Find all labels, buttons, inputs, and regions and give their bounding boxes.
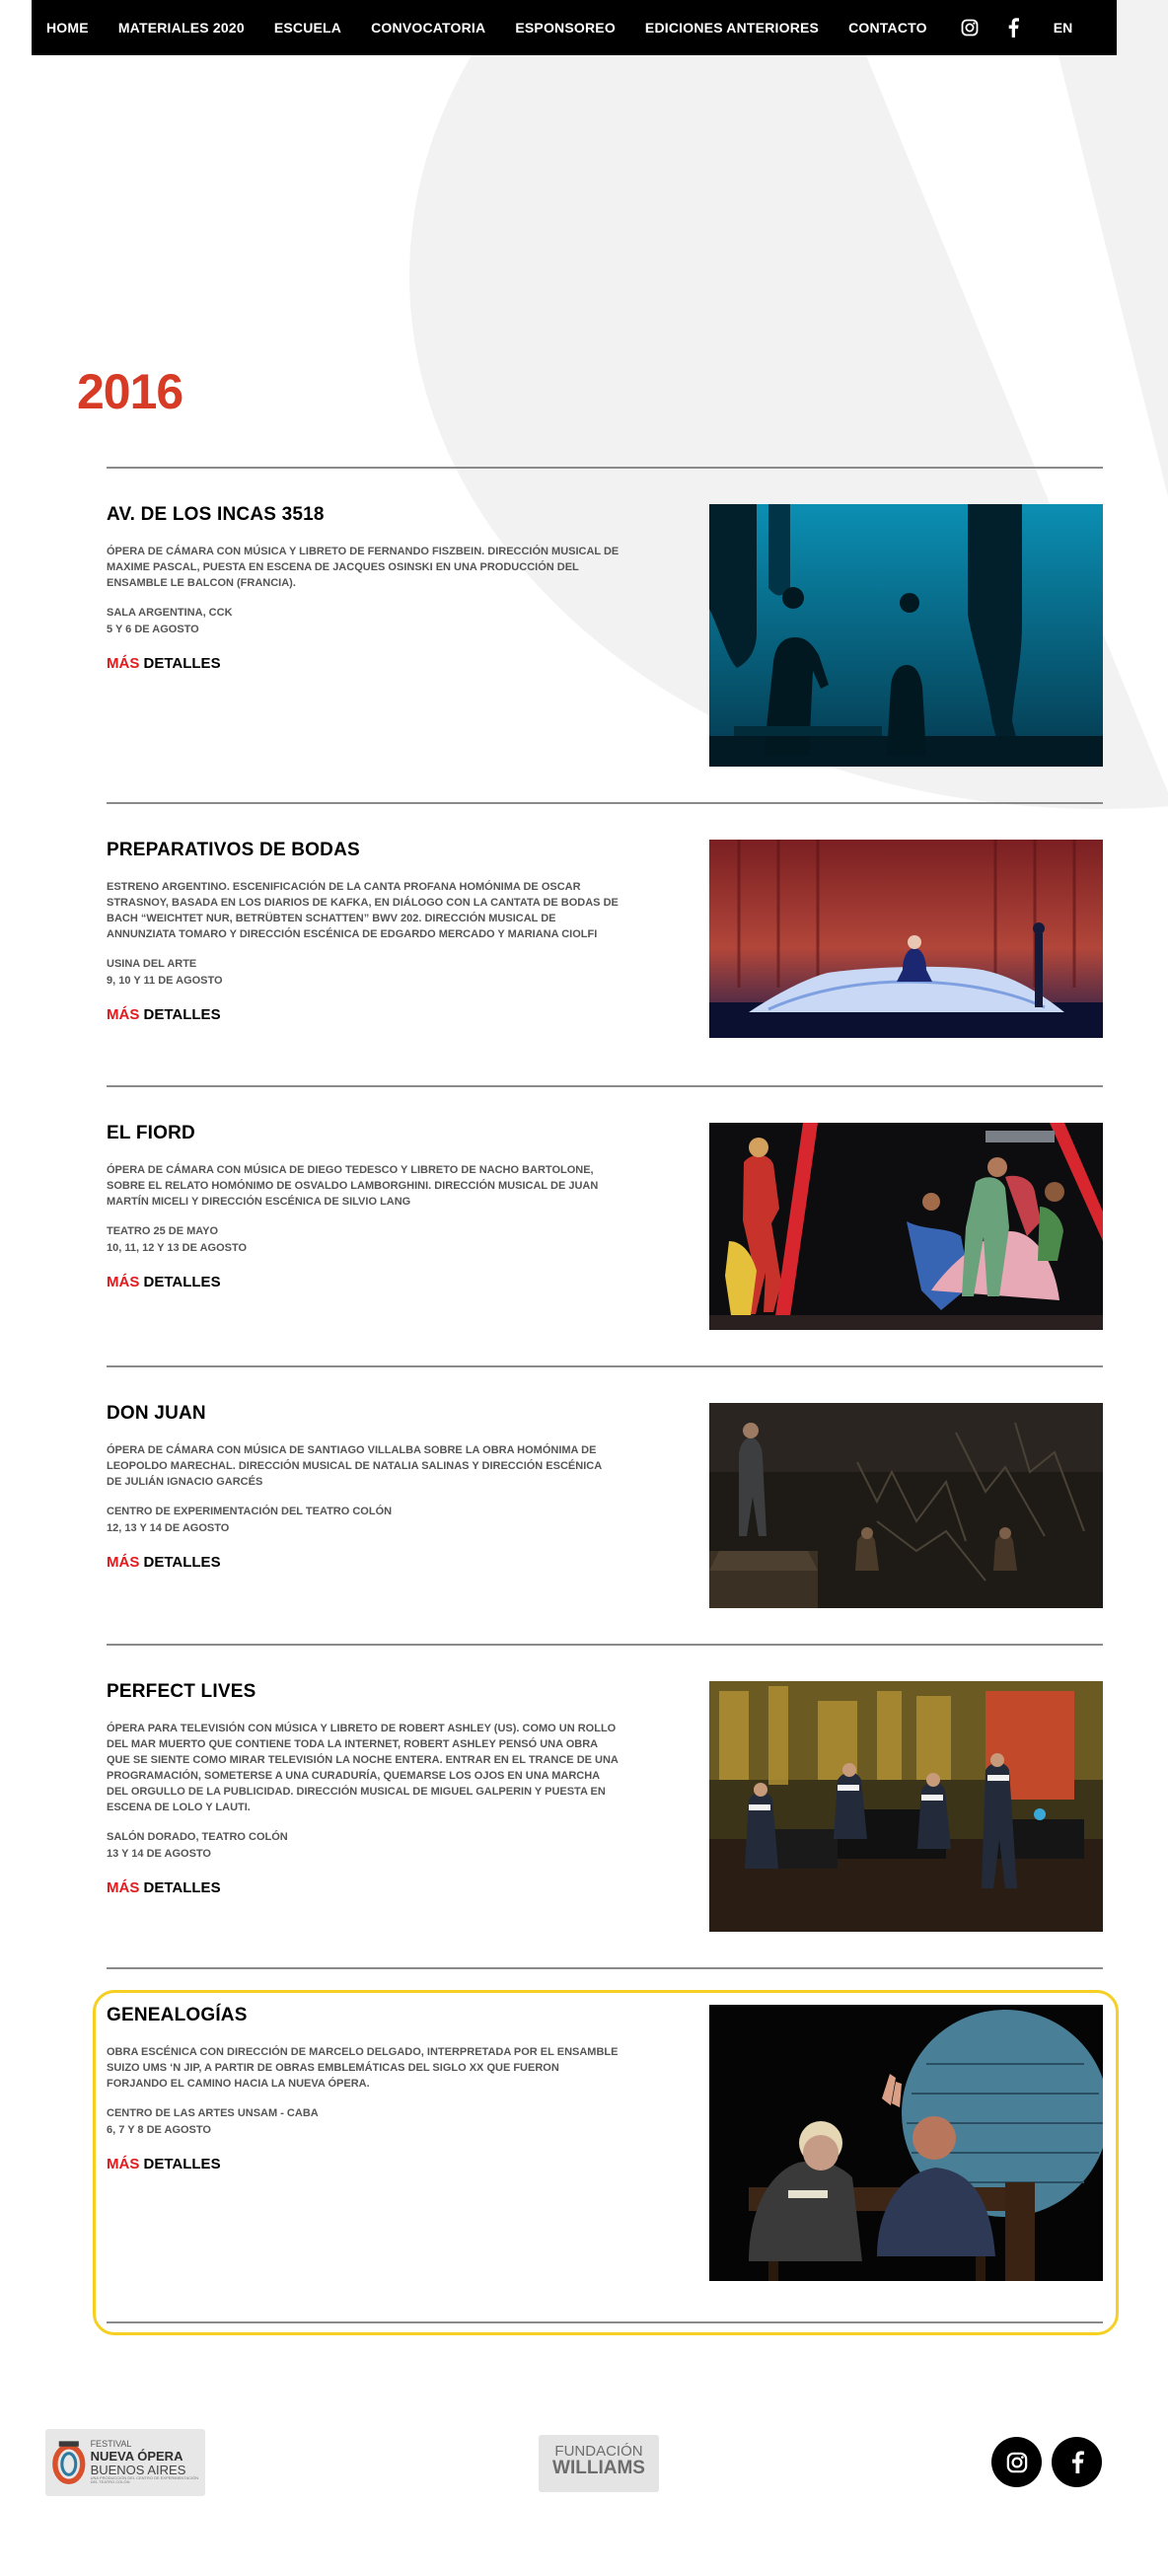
editions-list (107, 467, 1103, 2323)
item-dates: 5 Y 6 DE AGOSTO (107, 624, 199, 635)
item-dates: 6, 7 Y 8 DE AGOSTO (107, 2124, 211, 2136)
list-item (107, 1367, 1103, 1644)
footer-facebook-icon[interactable] (1052, 2437, 1102, 2487)
nav-ediciones-anteriores[interactable]: EDICIONES ANTERIORES (644, 20, 820, 36)
item-image[interactable] (709, 504, 1103, 767)
item-venue: CENTRO DE EXPERIMENTACIÓN DEL TEATRO COLÓN (107, 1506, 393, 1517)
logo-buenos-aires: BUENOS AIRES (90, 2462, 186, 2477)
item-description: ÓPERA DE CÁMARA CON MÚSICA DE SANTIAGO VILLALBA SOBRE LA OBRA HOMÓNIMA DE LEOPOLDO MARECHAL. DIRECCIÓN MUSICAL DE NATALIA SALINAS Y DIRECCIÓN ESCÉNICA DE JULIÁN IGNACIO GARCÉS (107, 1444, 602, 1488)
item-text (107, 1123, 620, 1290)
item-venue: SALÓN DORADO, TEATRO COLÓN (107, 1831, 288, 1843)
item-venue: CENTRO DE LAS ARTES UNSAM - CABA (107, 2107, 319, 2119)
item-image[interactable] (709, 2005, 1103, 2281)
details-label: DETALLES (143, 1274, 221, 1290)
more-details-link[interactable] (107, 1554, 620, 1571)
nav-home[interactable]: HOME (46, 20, 89, 36)
logo-festival-label: FESTIVAL (90, 2439, 132, 2450)
item-dates: 10, 11, 12 Y 13 DE AGOSTO (107, 1242, 248, 1254)
logo-fundacion: FUNDACIÓN (554, 2443, 643, 2460)
instagram-icon[interactable] (959, 17, 981, 38)
item-dates: 9, 10 Y 11 DE AGOSTO (107, 975, 223, 987)
more-details-link[interactable] (107, 1879, 620, 1896)
more-label: MÁS (107, 1554, 140, 1571)
facebook-icon[interactable] (1002, 17, 1024, 38)
more-details-link[interactable] (107, 2156, 620, 2172)
item-title: PREPARATIVOS DE BODAS (107, 840, 360, 860)
more-details-link[interactable] (107, 1274, 620, 1290)
item-title: PERFECT LIVES (107, 1681, 256, 1702)
list-item (107, 1646, 1103, 1967)
language-switch[interactable]: EN (1053, 20, 1073, 36)
festival-logo[interactable] (45, 2429, 205, 2496)
more-details-link[interactable] (107, 655, 620, 672)
logo-nueva-opera: NUEVA ÓPERA (90, 2448, 183, 2464)
item-description: OBRA ESCÉNICA CON DIRECCIÓN DE MARCELO DELGADO, INTERPRETADA POR EL ENSAMBLE SUIZO UMS ‘N JIP, A PARTIR DE OBRAS EMBLEMÁTICAS DEL SIGLO XX QUE FUERON FORJANDO EL CAMINO HACIA LA NUEVA ÓPERA. (107, 2046, 619, 2090)
details-label: DETALLES (143, 655, 221, 672)
more-label: MÁS (107, 655, 140, 672)
list-item (107, 1087, 1103, 1365)
divider (107, 2321, 1103, 2323)
item-description: ÓPERA DE CÁMARA CON MÚSICA DE DIEGO TEDESCO Y LIBRETO DE NACHO BARTOLONE, SOBRE EL RELATO HOMÓNIMO DE OSVALDO LAMBORGHINI. DIRECCIÓN MUSICAL DE JUAN MARTÍN MICELI Y DIRECCIÓN ESCÉNICA DE SILVIO LANG (107, 1164, 599, 1208)
footer-instagram-icon[interactable] (991, 2437, 1042, 2487)
festival-logo-text (91, 2440, 205, 2484)
item-image[interactable] (709, 1681, 1103, 1932)
item-description: ÓPERA PARA TELEVISIÓN CON MÚSICA Y LIBRETO DE ROBERT ASHLEY (US). COMO UN ROLLO DEL MAR MUERTO QUE CONTIENE TODA LA INTERNET, ROBERT ASHLEY PENSÓ UNA OBRA QUE SE SIENTE COMO MIRAR TELEVISIÓN LA NOCHE ENTERA. ENTRAR EN EL TRANCE DE UNA PROGRAMACIÓN, SOMETERSE A UNA CURADURÍA, QUEMARSE LOS OJOS EN UNA MARCHA DEL ORGULLO DE LA PUBLICIDAD. DIRECCIÓN MUSICAL DE MIGUEL GALPERIN Y PUESTA EN ESCENA DE LOLO Y LAUTI. (107, 1723, 619, 1813)
item-title: EL FIORD (107, 1123, 195, 1143)
item-text (107, 2005, 620, 2172)
top-nav (32, 0, 1117, 55)
item-text (107, 1403, 620, 1571)
details-label: DETALLES (143, 2156, 221, 2172)
more-details-link[interactable] (107, 1006, 620, 1023)
nav-esponsoreo[interactable]: ESPONSOREO (515, 20, 616, 36)
item-venue: SALA ARGENTINA, CCK (107, 607, 233, 619)
more-label: MÁS (107, 1274, 140, 1290)
edition-year: 2016 (77, 364, 183, 419)
item-image[interactable] (709, 1403, 1103, 1608)
nav-materiales-2020[interactable]: MATERIALES 2020 (117, 20, 245, 36)
item-title: GENEALOGÍAS (107, 2005, 248, 2025)
item-dates: 13 Y 14 DE AGOSTO (107, 1848, 211, 1860)
item-title: DON JUAN (107, 1403, 206, 1424)
festival-logo-mark (51, 2435, 87, 2490)
item-description: ÓPERA DE CÁMARA CON MÚSICA Y LIBRETO DE FERNANDO FISZBEIN. DIRECCIÓN MUSICAL DE MAXIME PASCAL, PUESTA EN ESCENA DE JACQUES OSINSKI EN UNA PRODUCCIÓN DEL ENSAMBLE LE BALCON (FRANCIA). (107, 546, 620, 589)
item-title: AV. DE LOS INCAS 3518 (107, 504, 325, 525)
more-label: MÁS (107, 1006, 140, 1023)
nav-convocatoria[interactable]: CONVOCATORIA (371, 20, 486, 36)
item-image[interactable] (709, 840, 1103, 1038)
details-label: DETALLES (143, 1554, 221, 1571)
item-text (107, 840, 620, 1023)
details-label: DETALLES (143, 1006, 221, 1023)
item-venue: USINA DEL ARTE (107, 958, 197, 970)
item-text (107, 1681, 620, 1896)
logo-production-note: UNA PRODUCCIÓN DEL CENTRO DE EXPERIMENTACIÓN DEL TEATRO COLÓN (90, 2475, 199, 2485)
list-item (107, 1969, 1103, 2321)
logo-williams: WILLIAMS (552, 2458, 645, 2478)
details-label: DETALLES (143, 1879, 221, 1896)
fundacion-williams-logo[interactable] (539, 2435, 659, 2492)
more-label: MÁS (107, 2156, 140, 2172)
nav-contacto[interactable]: CONTACTO (848, 20, 927, 36)
list-item (107, 804, 1103, 1085)
item-text (107, 504, 620, 672)
item-description: ESTRENO ARGENTINO. ESCENIFICACIÓN DE LA CANTA PROFANA HOMÓNIMA DE OSCAR STRASNOY, BASADA EN LOS DIARIOS DE KAFKA, EN DIÁLOGO CON LA CANTATA DE BODAS DE BACH “WEICHTET NUR, BETRÜBTEN SCHATTEN” BWV 202. DIRECCIÓN MUSICAL DE ANNUNZIATA TOMARO Y DIRECCIÓN ESCÉNICA DE EDGARDO MERCADO Y MARIANA CIOLFI (107, 881, 619, 940)
item-venue: TEATRO 25 DE MAYO (107, 1225, 219, 1237)
item-dates: 12, 13 Y 14 DE AGOSTO (107, 1522, 230, 1534)
item-image[interactable] (709, 1123, 1103, 1330)
list-item (107, 469, 1103, 802)
nav-escuela[interactable]: ESCUELA (273, 20, 342, 36)
more-label: MÁS (107, 1879, 140, 1896)
